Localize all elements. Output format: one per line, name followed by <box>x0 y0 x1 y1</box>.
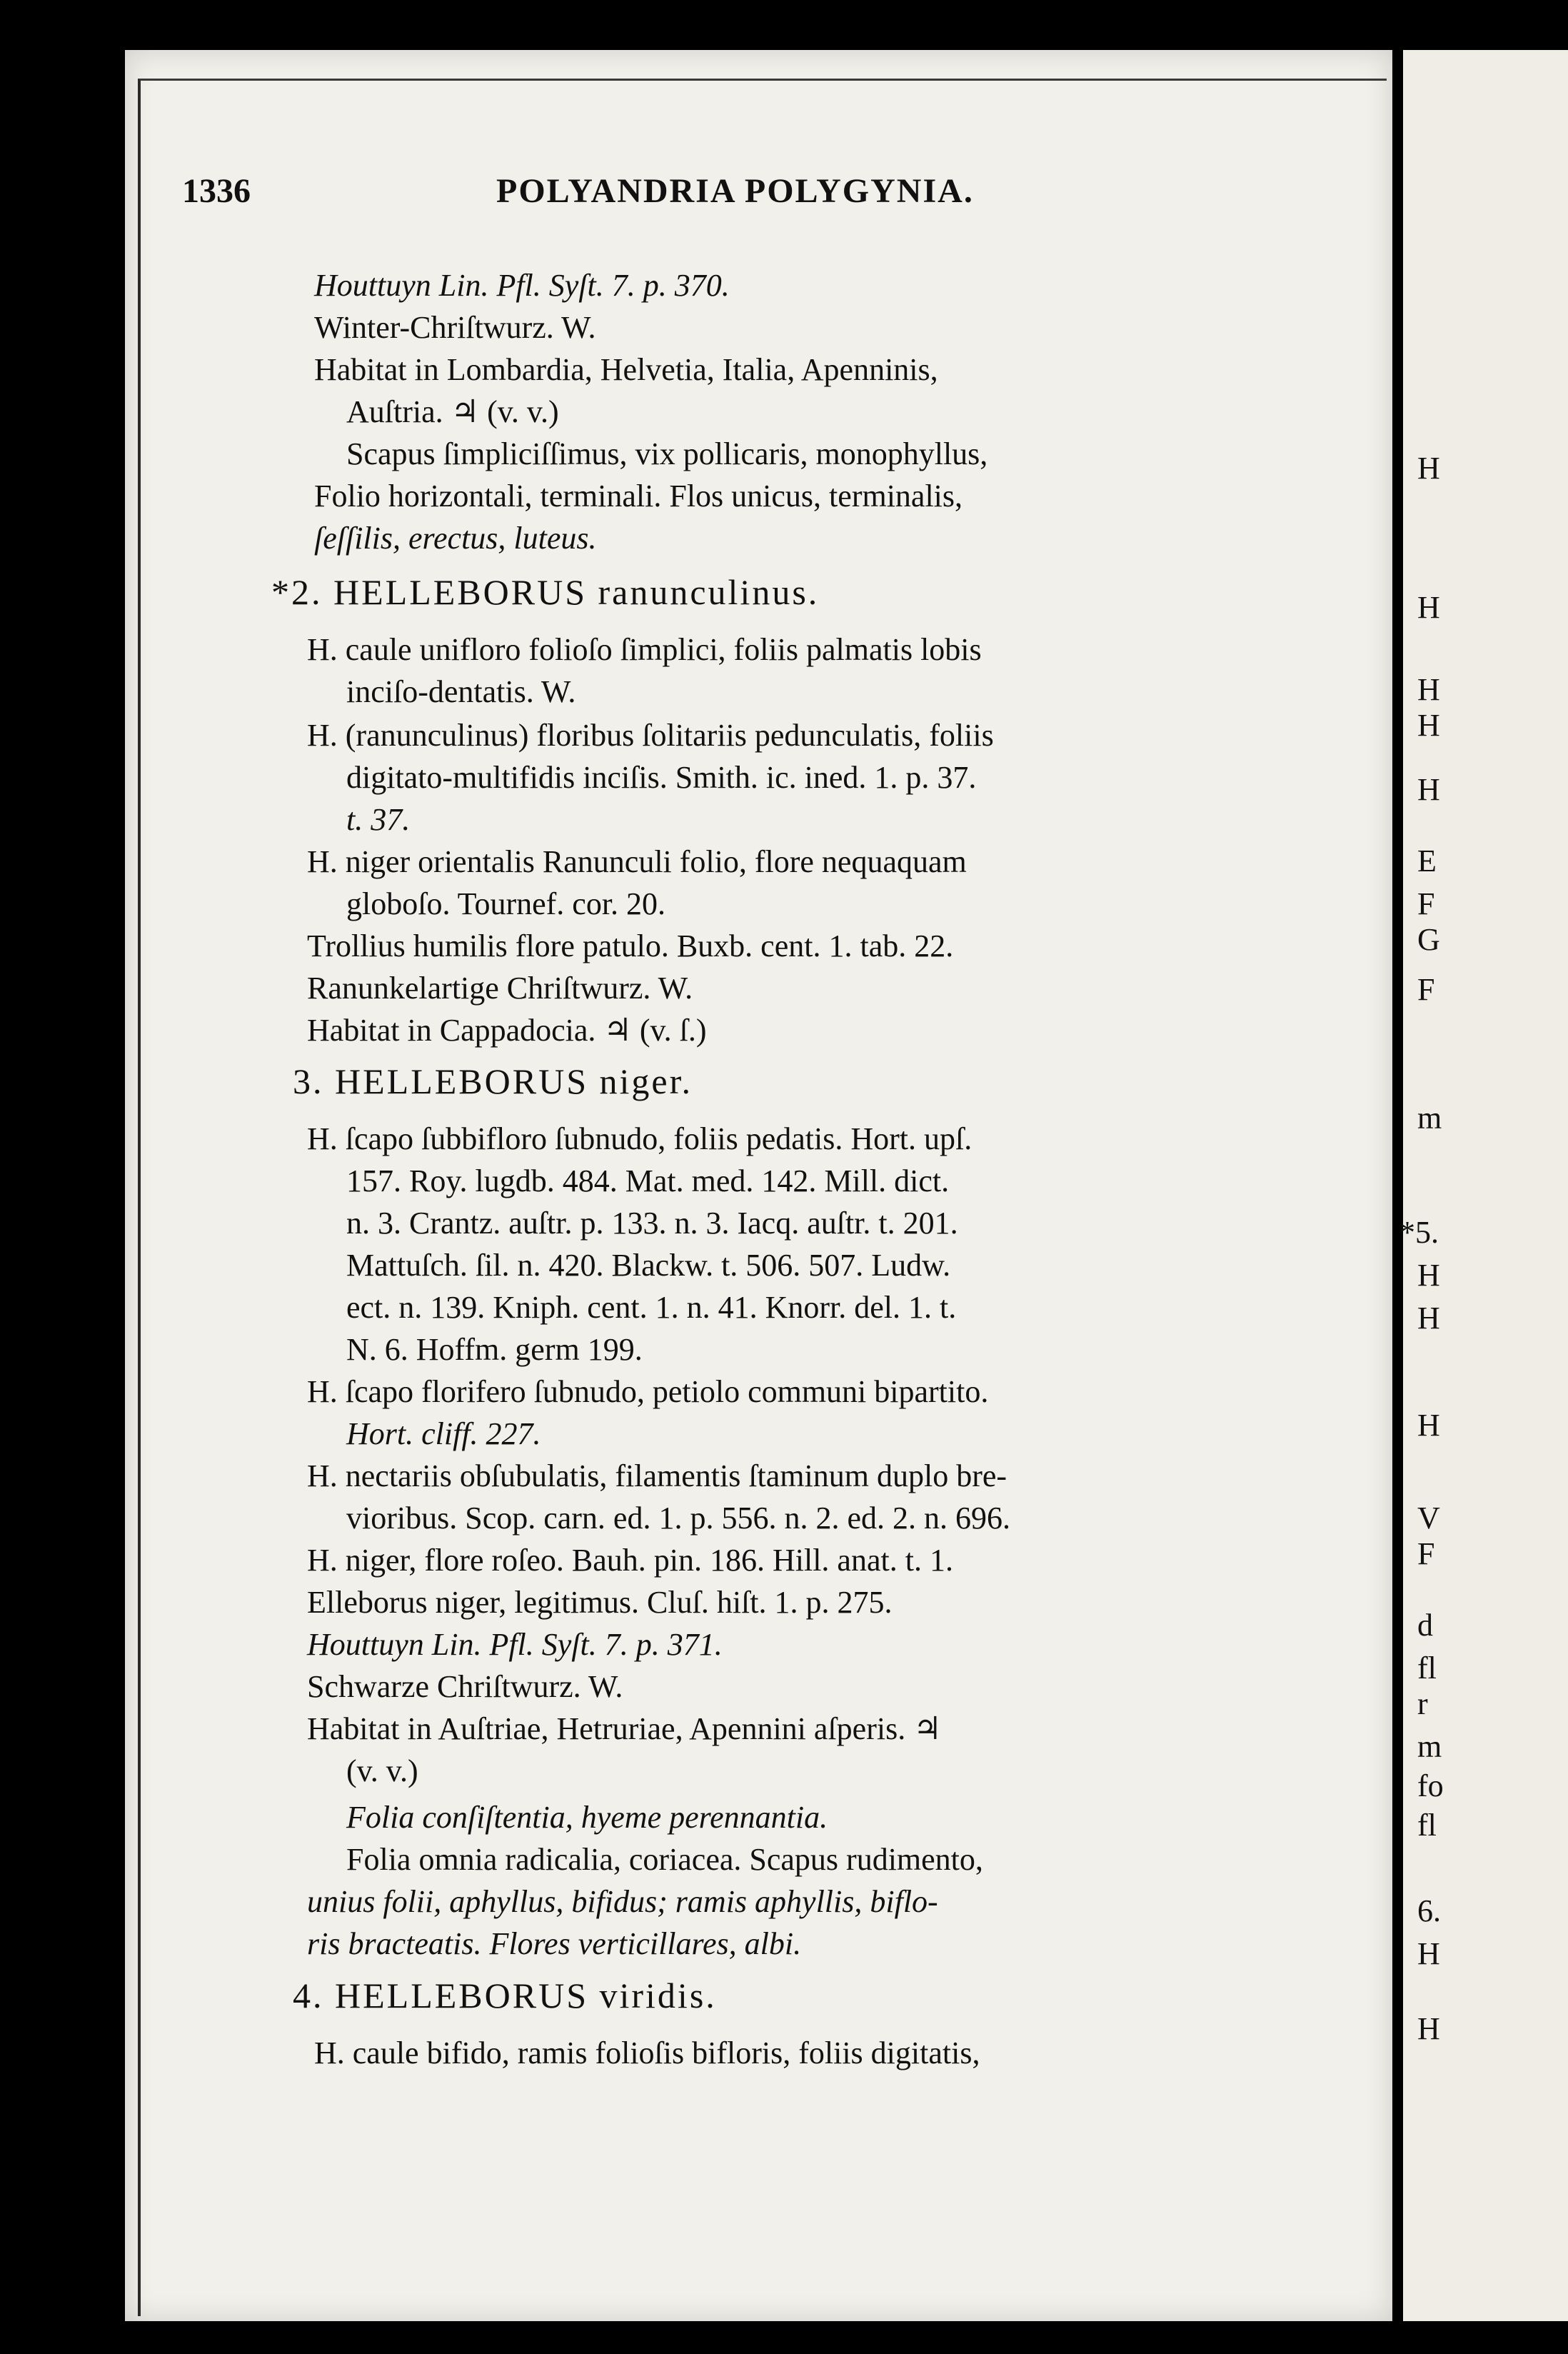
text-line: Folia omnia radicalia, coriacea. Scapus rudimento, <box>346 1842 983 1877</box>
facing-page-fragment: G <box>1417 922 1440 957</box>
text-line: Habitat in Cappadocia. ♃ (v. ſ.) <box>307 1013 707 1048</box>
facing-page-fragment: H <box>1417 2011 1440 2046</box>
text-line: unius folii, aphyllus, bifidus; ramis aphyllis, biflo- <box>307 1884 938 1919</box>
running-head: POLYANDRIA POLYGYNIA. <box>496 172 974 210</box>
text-line: ſeſſilis, erectus, luteus. <box>314 521 597 556</box>
text-line: H. ſcapo ſubbifloro ſubnudo, foliis pedatis. Hort. upſ. <box>307 1121 973 1156</box>
text-line: ris bracteatis. Flores verticillares, albi. <box>307 1926 802 1961</box>
text-line: Habitat in Lombardia, Helvetia, Italia, Apenninis, <box>314 352 938 387</box>
facing-page-fragment: H <box>1417 1408 1440 1443</box>
facing-page-fragment: 6. <box>1417 1893 1441 1928</box>
facing-page-fragment: m <box>1417 1101 1442 1136</box>
facing-page-fragment: fo <box>1417 1768 1444 1803</box>
facing-page-fragment: H <box>1417 1936 1440 1971</box>
text-line: Houttuyn Lin. Pfl. Syſt. 7. p. 371. <box>307 1627 723 1662</box>
facing-page-fragment: F <box>1417 1536 1435 1571</box>
text-line: H. nectariis obſubulatis, filamentis ſtaminum duplo bre- <box>307 1458 1007 1493</box>
text-line: Hort. cliff. 227. <box>346 1416 541 1451</box>
text-line: Folia conſiſtentia, hyeme perennantia. <box>346 1800 828 1835</box>
facing-page-fragment: fl <box>1417 1808 1437 1843</box>
text-line: H. niger, flore roſeo. Bauh. pin. 186. Hill. anat. t. 1. <box>307 1543 953 1578</box>
page-header <box>182 171 1310 221</box>
text-line: inciſo-dentatis. W. <box>346 674 576 709</box>
facing-page-fragment: F <box>1417 886 1435 921</box>
text-line: Schwarze Chriſtwurz. W. <box>307 1669 623 1704</box>
facing-page-fragment: fl <box>1417 1651 1437 1686</box>
text-line: vioribus. Scop. carn. ed. 1. p. 556. n. 2. ed. 2. n. 696. <box>346 1501 1010 1536</box>
text-line: Scapus ſimpliciſſimus, vix pollicaris, monophyllus, <box>346 436 988 471</box>
text-line: H. caule unifloro folioſo ſimplici, foliis palmatis lobis <box>307 632 982 667</box>
facing-page-fragment: H <box>1417 451 1440 486</box>
text-line: digitato-multifidis inciſis. Smith. ic. ined. 1. p. 37. <box>346 760 977 795</box>
species-heading: *2. HELLEBORUS ranunculinus. <box>271 572 820 612</box>
text-line: H. ſcapo florifero ſubnudo, petiolo communi bipartito. <box>307 1374 989 1409</box>
facing-page-fragment: H <box>1417 590 1440 625</box>
text-line: globoſo. Tournef. cor. 20. <box>346 886 666 921</box>
facing-page-fragment: H <box>1417 772 1440 807</box>
text-line: (v. v.) <box>346 1753 418 1788</box>
text-line: 157. Roy. lugdb. 484. Mat. med. 142. Mill. dict. <box>346 1163 950 1198</box>
facing-page-fragment: H <box>1417 1301 1440 1336</box>
text-line: N. 6. Hoffm. germ 199. <box>346 1332 643 1367</box>
facing-page-fragment: H <box>1417 672 1440 707</box>
species-heading: 3. HELLEBORUS niger. <box>293 1061 693 1101</box>
text-line: H. (ranunculinus) floribus ſolitariis pedunculatis, foliis <box>307 718 994 753</box>
facing-page-fragment: H <box>1417 1258 1440 1293</box>
text-line: Trollius humilis flore patulo. Buxb. cent. 1. tab. 22. <box>307 928 954 963</box>
facing-page-fragment: r <box>1417 1686 1428 1721</box>
text-line: t. 37. <box>346 802 411 837</box>
text-line: H. caule bifido, ramis folioſis bifloris, foliis digitatis, <box>314 2035 980 2070</box>
text-line: n. 3. Crantz. auſtr. p. 133. n. 3. Iacq. auſtr. t. 201. <box>346 1206 958 1241</box>
facing-page-edge <box>1399 50 1568 2321</box>
facing-page-fragment: E <box>1417 843 1437 878</box>
page-number: 1336 <box>182 172 251 210</box>
facing-page-fragment: F <box>1417 972 1435 1007</box>
text-line: Ranunkelartige Chriſtwurz. W. <box>307 971 693 1006</box>
facing-page-fragment: H <box>1417 708 1440 743</box>
facing-page-fragment: m <box>1417 1729 1442 1764</box>
text-line: Auſtria. ♃ (v. v.) <box>346 394 559 429</box>
text-line: Folio horizontali, terminali. Flos unicus, terminalis, <box>314 479 963 514</box>
text-line: Houttuyn Lin. Pfl. Syſt. 7. p. 370. <box>314 268 730 303</box>
facing-page-fragment: d <box>1417 1608 1433 1643</box>
text-line: Habitat in Auſtriae, Hetruriae, Apennini aſperis. ♃ <box>307 1711 942 1746</box>
facing-page-fragment: V <box>1417 1501 1440 1536</box>
text-line: Elleborus niger, legitimus. Cluſ. hiſt. 1. p. 275. <box>307 1585 893 1620</box>
species-heading: 4. HELLEBORUS viridis. <box>293 1975 717 2015</box>
text-line: Winter-Chriſtwurz. W. <box>314 310 596 345</box>
text-line: ect. n. 139. Kniph. cent. 1. n. 41. Knorr. del. 1. t. <box>346 1290 957 1325</box>
facing-page-fragment: *5. <box>1399 1215 1439 1250</box>
text-line: Mattuſch. ſil. n. 420. Blackw. t. 506. 507. Ludw. <box>346 1248 951 1283</box>
text-line: H. niger orientalis Ranunculi folio, flore nequaquam <box>307 844 967 879</box>
